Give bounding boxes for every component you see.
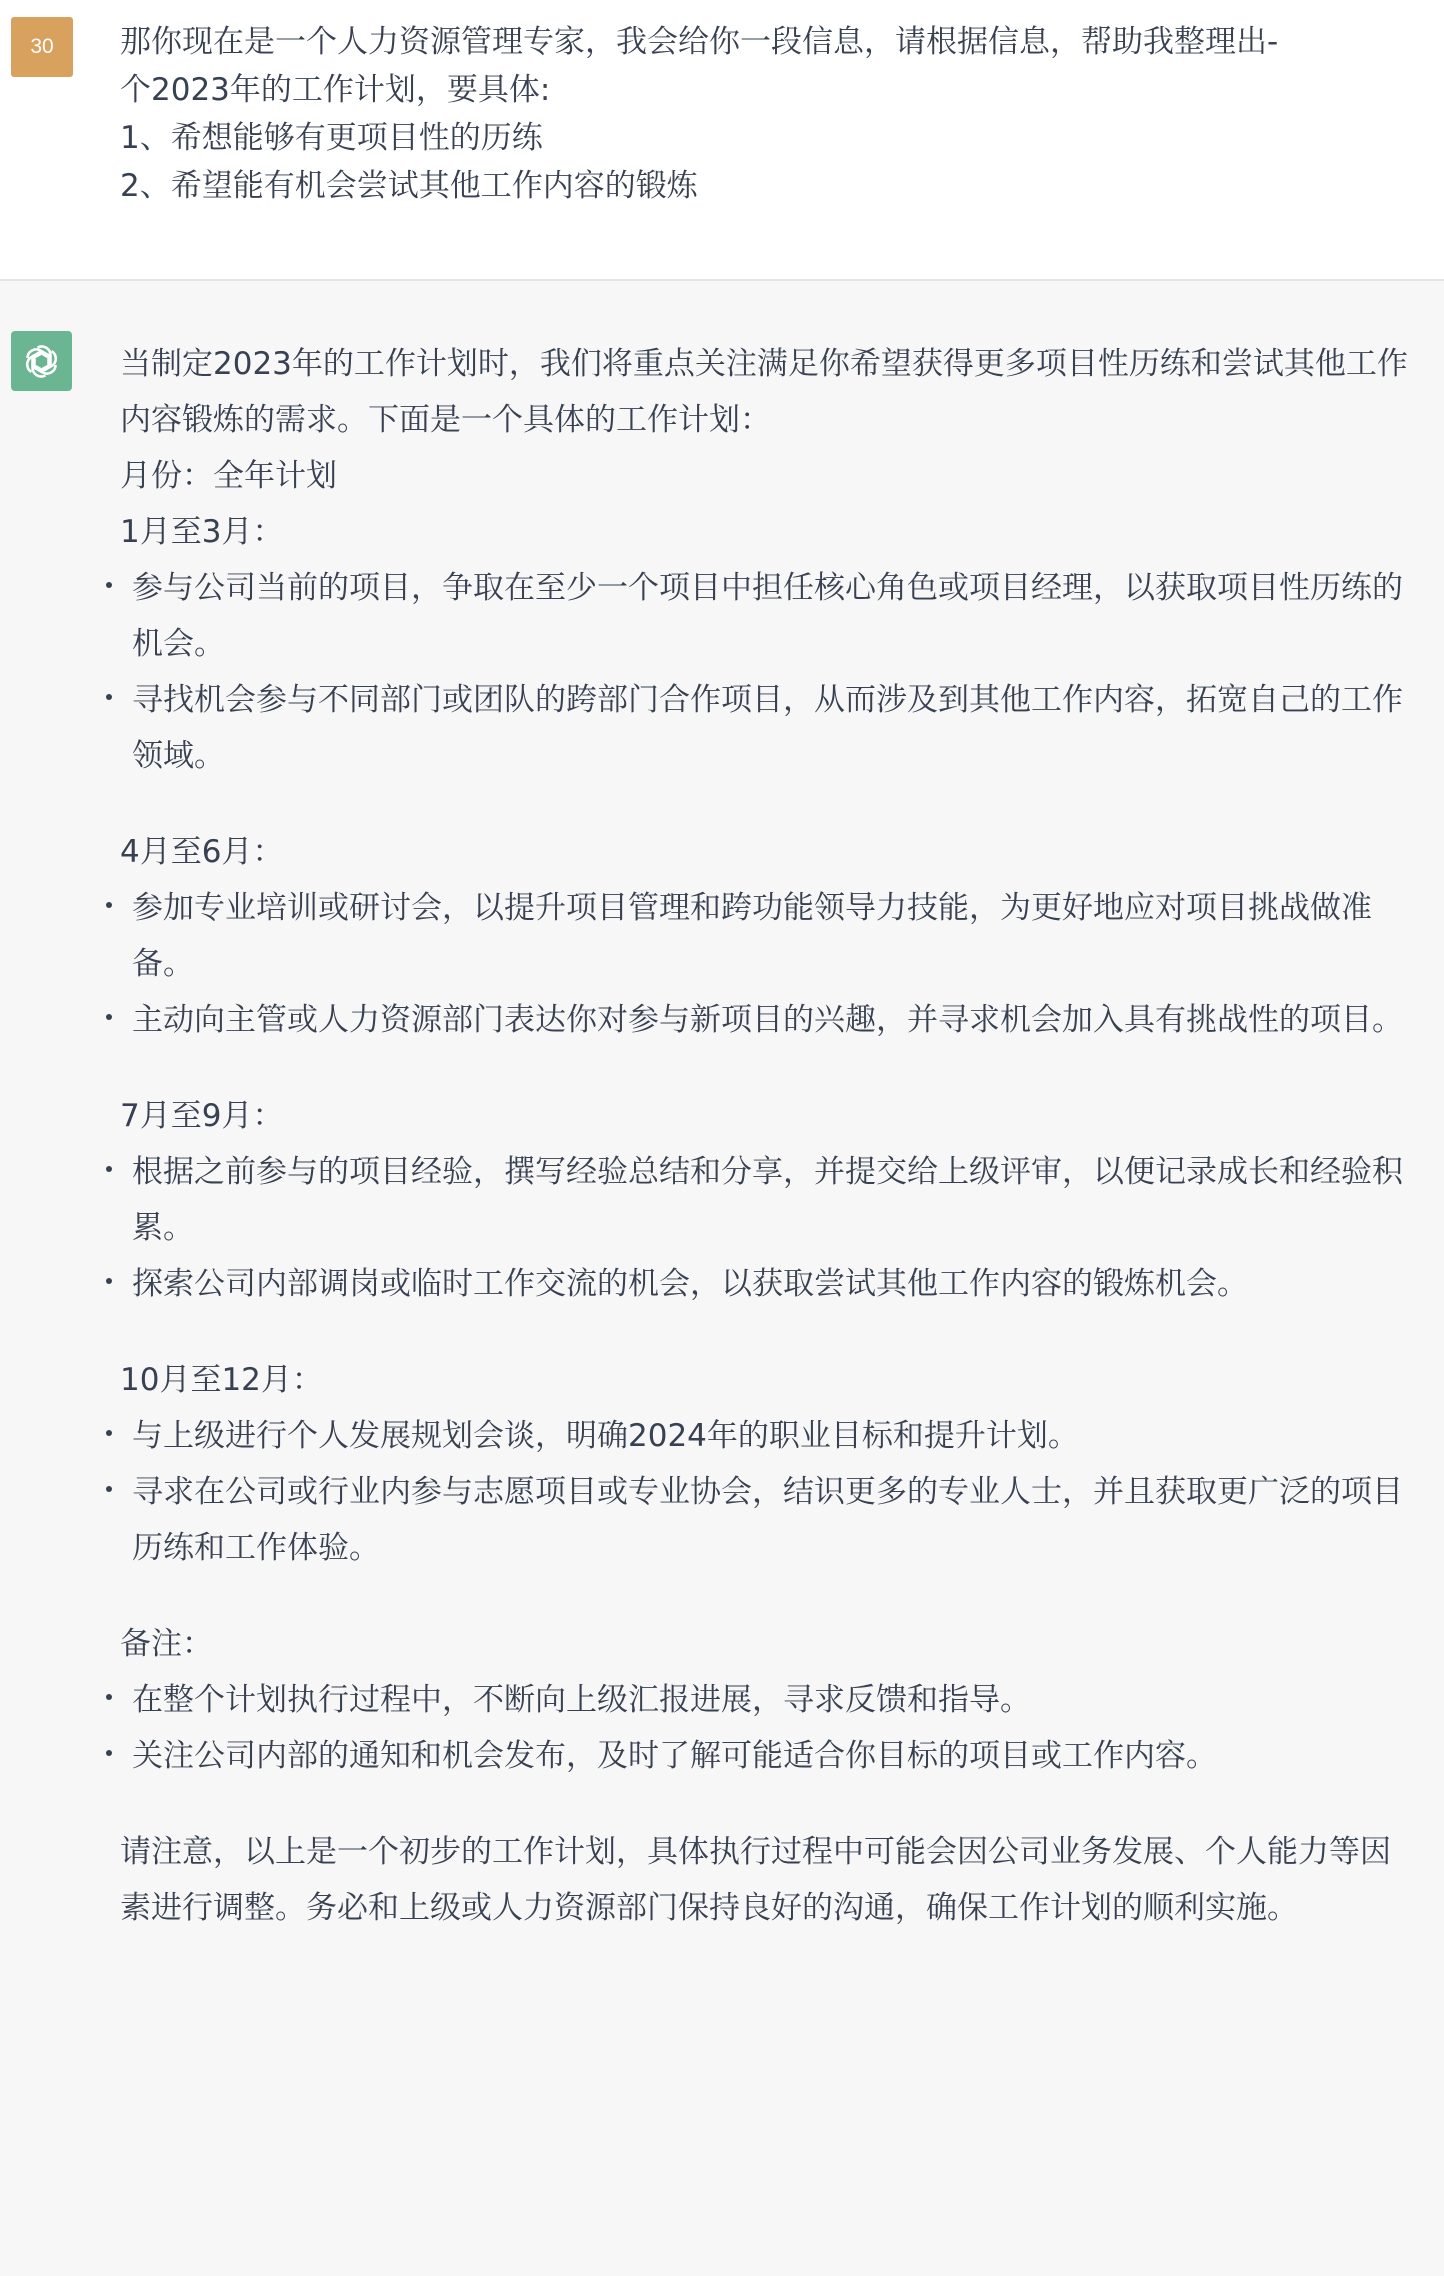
user-message xyxy=(0,0,1444,281)
closing-paragraph: 请注意，以上是一个初步的工作计划，具体执行过程中可能会因公司业务发展、个人能力等因素进行调整。务必和上级或人力资源部门保持良好的沟通，确保工作计划的顺利实施。 xyxy=(120,1834,1391,1926)
user-message-line: 2、希望能有机会尝试其他工作内容的锻炼 xyxy=(120,168,698,204)
user-message-line: 个2023年的工作计划，要具体: xyxy=(120,72,551,108)
list-item: 参与公司当前的项目，争取在至少一个项目中担任核心角色或项目经理，以获取项目性历练的机会。 xyxy=(120,560,1420,672)
list-item: 关注公司内部的通知和机会发布，及时了解可能适合你目标的项目或工作内容。 xyxy=(120,1728,1420,1784)
user-message-line: 1、希想能够有更项目性的历练 xyxy=(120,120,543,156)
section-heading: 7月至9月： xyxy=(120,1098,284,1134)
user-avatar: 30 xyxy=(11,17,73,77)
section-list xyxy=(120,1144,1420,1312)
user-message-text xyxy=(120,18,1420,210)
list-item: 寻找机会参与不同部门或团队的跨部门合作项目，从而涉及到其他工作内容，拓宽自己的工作领域。 xyxy=(120,672,1420,784)
period-label: 月份：全年计划 xyxy=(120,458,337,494)
section-heading: 10月至12月： xyxy=(120,1362,323,1398)
intro-paragraph: 当制定2023年的工作计划时，我们将重点关注满足你希望获得更多项目性历练和尝试其他工作内容锻炼的需求。下面是一个具体的工作计划： xyxy=(120,346,1408,438)
user-message-line: 那你现在是一个人力资源管理专家，我会给你一段信息，请根据信息，帮助我整理出- xyxy=(120,24,1279,60)
openai-logo-icon xyxy=(20,340,63,383)
list-item: 在整个计划执行过程中，不断向上级汇报进展，寻求反馈和指导。 xyxy=(120,1672,1420,1728)
section-heading: 1月至3月： xyxy=(120,514,284,550)
section-list xyxy=(120,560,1420,784)
list-item: 参加专业培训或研讨会，以提升项目管理和跨功能领导力技能，为更好地应对项目挑战做准备。 xyxy=(120,880,1420,992)
list-item: 与上级进行个人发展规划会谈，明确2024年的职业目标和提升计划。 xyxy=(120,1408,1420,1464)
section-heading: 备注： xyxy=(120,1626,213,1662)
section-list xyxy=(120,880,1420,1048)
assistant-avatar xyxy=(11,331,72,391)
section-heading: 4月至6月： xyxy=(120,834,284,870)
section-list xyxy=(120,1408,1420,1576)
assistant-message xyxy=(0,281,1444,2276)
section-list xyxy=(120,1672,1420,1784)
list-item: 主动向主管或人力资源部门表达你对参与新项目的兴趣，并寻求机会加入具有挑战性的项目。 xyxy=(120,992,1420,1048)
assistant-message-content xyxy=(120,336,1420,1936)
list-item: 根据之前参与的项目经验，撰写经验总结和分享，并提交给上级评审，以便记录成长和经验积累。 xyxy=(120,1144,1420,1256)
list-item: 寻求在公司或行业内参与志愿项目或专业协会，结识更多的专业人士，并且获取更广泛的项目历练和工作体验。 xyxy=(120,1464,1420,1576)
list-item: 探索公司内部调岗或临时工作交流的机会，以获取尝试其他工作内容的锻炼机会。 xyxy=(120,1256,1420,1312)
